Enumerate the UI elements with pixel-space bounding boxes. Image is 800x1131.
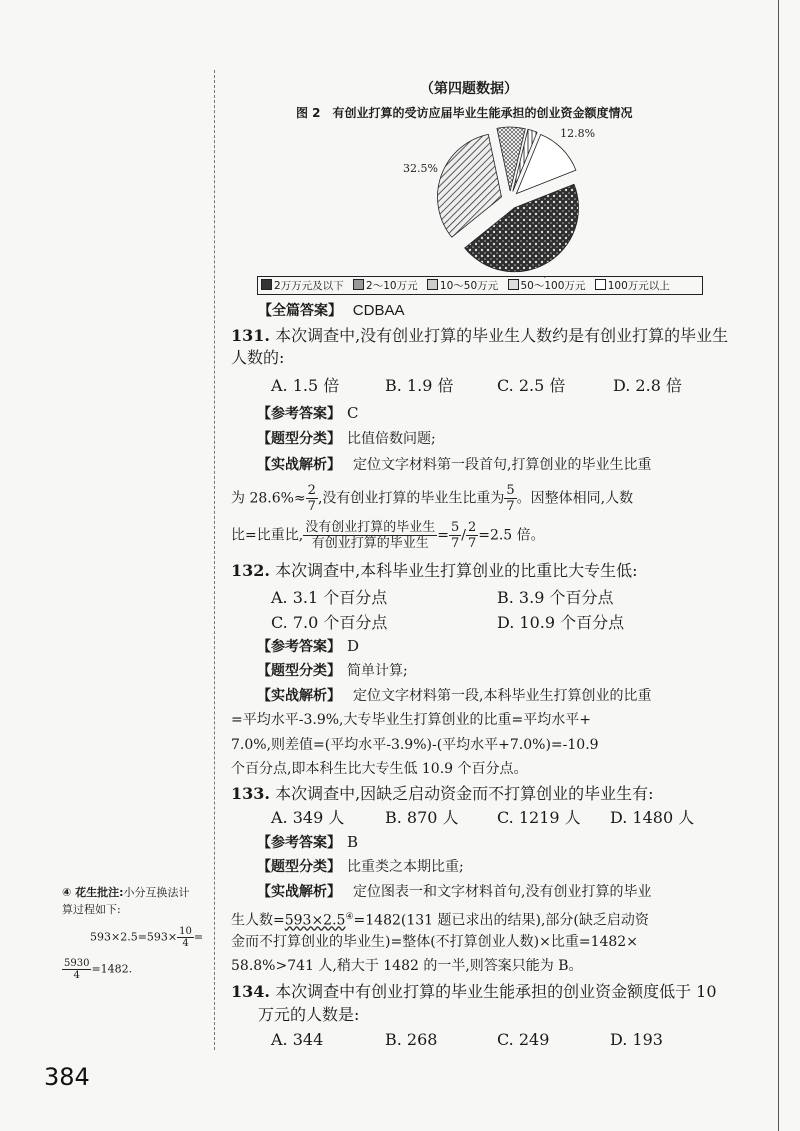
question-text: 本次调查中,本科毕业生打算创业的比重比大专生低: bbox=[275, 561, 638, 580]
analysis-line: 58.8%>741 人,稍大于 1482 的一半,则答案只能为 B。 bbox=[231, 958, 583, 974]
all-answers-value: CDBAA bbox=[352, 302, 405, 319]
question-text: 本次调查中,因缺乏启动资金而不打算创业的毕业生有: bbox=[275, 784, 654, 803]
pie-slice-label: 12.8% bbox=[560, 127, 596, 141]
legend-swatch bbox=[353, 279, 364, 290]
fraction: $\frac{2}{7}$ bbox=[467, 520, 477, 551]
reference-answer: 【参考答案】 B bbox=[257, 833, 359, 851]
analysis-line: =平均水平-3.9%,大专毕业生打算创业的比重=平均水平+ bbox=[231, 712, 591, 728]
fraction: $\frac{5}{7}$ bbox=[506, 483, 515, 514]
analysis-line: 金而不打算创业的毕业生)=整体(不打算创业人数)×比重=1482× bbox=[231, 934, 638, 950]
legend-item: 2～10万元 bbox=[353, 280, 418, 292]
option-a: A. 344 bbox=[271, 1030, 324, 1049]
legend-swatch bbox=[427, 279, 438, 290]
option-b: B. 3.9 个百分点 bbox=[497, 588, 614, 607]
option-b: B. 268 bbox=[385, 1030, 438, 1049]
right-edge-rule bbox=[778, 0, 779, 1131]
side-note-formula: 593×2.5=593× $\frac{10}{4}$ = bbox=[90, 926, 204, 949]
pie-chart bbox=[390, 122, 630, 278]
all-answers bbox=[258, 300, 404, 320]
option-c: C. 2.5 倍 bbox=[497, 376, 566, 395]
legend-swatch bbox=[508, 279, 519, 290]
reference-answer: 【参考答案】 C bbox=[257, 404, 359, 422]
pie-legend bbox=[257, 276, 703, 295]
analysis-line: 比=比重比, $\frac{\text{没有创业打算的毕业生}}{\text{有创业打算的毕业生}}$ = $\frac{5}{7}$ / $\frac{2}{7}$ =2.5 倍。 bbox=[231, 520, 545, 551]
fraction: $\frac{5}{7}$ bbox=[450, 520, 460, 551]
fraction: $\frac{2}{7}$ bbox=[307, 483, 316, 514]
option-b: B. 1.9 倍 bbox=[385, 376, 454, 395]
legend-item: 2万万元及以下 bbox=[261, 280, 344, 292]
option-d: D. 193 bbox=[610, 1030, 663, 1049]
analysis-line: 【实战解析】 定位文字材料第一段,本科毕业生打算创业的比重 bbox=[257, 688, 652, 704]
side-note: ④ 花生批注:小分互换法计 算过程如下: bbox=[62, 886, 190, 916]
option-c: C. 1219 人 bbox=[497, 808, 581, 827]
question-number: 131. bbox=[231, 326, 270, 345]
option-d: D. 1480 人 bbox=[610, 808, 695, 827]
analysis-line: 【实战解析】 定位文字材料第一段首句,打算创业的毕业生比重 bbox=[257, 457, 652, 473]
fraction: $\frac{5930}{4}$ bbox=[64, 958, 90, 981]
left-margin-rule bbox=[214, 70, 215, 1050]
option-a: A. 3.1 个百分点 bbox=[271, 588, 388, 607]
question-number: 133. bbox=[231, 784, 270, 803]
analysis-line: 个百分点,即本科生比大专生低 10.9 个百分点。 bbox=[231, 761, 528, 777]
all-answers-label: 【全篇答案】 bbox=[258, 303, 342, 319]
question-text: 本次调查中,没有创业打算的毕业生人数约是有创业打算的毕业生人数的: bbox=[231, 326, 729, 367]
option-a: A. 349 人 bbox=[271, 808, 345, 827]
option-a: A. 1.5 倍 bbox=[271, 376, 340, 395]
legend-swatch bbox=[261, 279, 272, 290]
question-131 bbox=[231, 325, 731, 369]
fraction: $\frac{\text{没有创业打算的毕业生}}{\text{有创业打算的毕业生}}$ bbox=[305, 520, 436, 551]
legend-swatch bbox=[595, 279, 606, 290]
legend-item: 10～50万元 bbox=[427, 280, 498, 292]
figure-heading: （第四题数据） bbox=[420, 81, 518, 97]
side-note-formula: $\frac{5930}{4}$ =1482. bbox=[64, 958, 133, 981]
figure-caption: 图 2 有创业打算的受访应届毕业生能承担的创业资金额度情况 bbox=[296, 106, 633, 120]
option-c: C. 249 bbox=[497, 1030, 550, 1049]
question-number: 134. bbox=[231, 982, 270, 1001]
analysis-line: 生人数=593×2.5④=1482(131 题已求出的结果),部分(缺乏启动资 bbox=[231, 912, 649, 929]
option-d: D. 10.9 个百分点 bbox=[497, 613, 625, 632]
question-type: 【题型分类】 比值倍数问题; bbox=[257, 431, 436, 447]
question-133 bbox=[231, 783, 731, 805]
legend-item: 100万元以上 bbox=[595, 280, 670, 292]
option-b: B. 870 人 bbox=[385, 808, 459, 827]
page-number: 384 bbox=[44, 1063, 90, 1091]
fraction: $\frac{10}{4}$ bbox=[179, 926, 192, 949]
question-type: 【题型分类】 简单计算; bbox=[257, 663, 408, 679]
analysis-line: 7.0%,则差值=(平均水平-3.9%)-(平均水平+7.0%)=-10.9 bbox=[231, 737, 599, 753]
question-number: 132. bbox=[231, 561, 270, 580]
question-text: 本次调查中有创业打算的毕业生能承担的创业资金额度低于 10 bbox=[275, 982, 717, 1001]
question-134 bbox=[231, 981, 751, 1003]
wavy-underline-expression: 593×2.5 bbox=[284, 912, 346, 929]
option-c: C. 7.0 个百分点 bbox=[271, 613, 388, 632]
pie-slice bbox=[438, 134, 502, 237]
question-132 bbox=[231, 560, 731, 582]
question-text-cont: 万元的人数是: bbox=[258, 1005, 360, 1024]
analysis-line: 【实战解析】 定位图表一和文字材料首句,没有创业打算的毕业 bbox=[257, 884, 652, 900]
pie-slice-label: 32.5% bbox=[403, 162, 438, 176]
analysis-line: 为 28.6%≈ $\frac{2}{7}$ ,没有创业打算的毕业生比重为 $\frac{5}{7}$ 。因整体相同,人数 bbox=[231, 483, 634, 514]
legend-item: 50～100万元 bbox=[508, 280, 586, 292]
question-type: 【题型分类】 比重类之本期比重; bbox=[257, 859, 464, 875]
option-d: D. 2.8 倍 bbox=[613, 376, 682, 395]
reference-answer: 【参考答案】 D bbox=[257, 637, 360, 655]
